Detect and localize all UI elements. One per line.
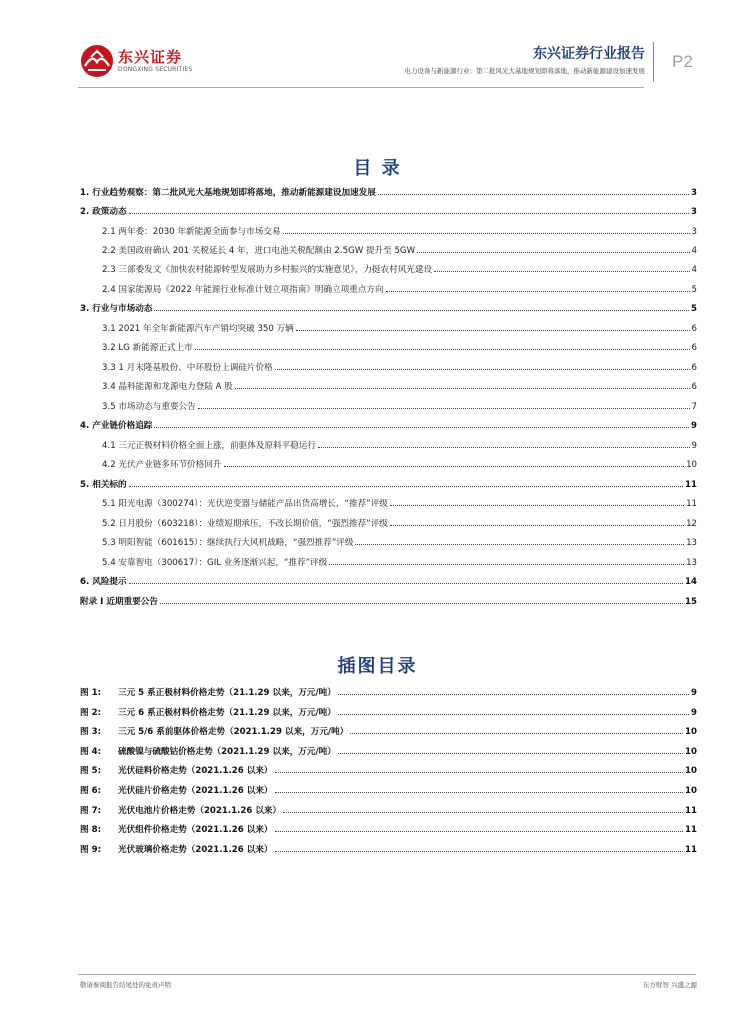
figure-page: 10: [685, 727, 697, 738]
toc-entry-label: 3.5 市场动态与重要公告: [102, 402, 196, 412]
toc-entry-page: 4: [691, 265, 697, 275]
toc-leader-dots: [296, 330, 690, 331]
figure-page: 10: [685, 766, 697, 777]
toc-entry-page: 5: [691, 285, 697, 295]
toc-entry[interactable]: [80, 478, 697, 492]
figure-number: 图 9:: [80, 844, 102, 855]
toc-entry-label: 2. 政策动态: [80, 207, 127, 217]
toc-leader-dots: [378, 194, 689, 195]
toc-entry[interactable]: [80, 244, 697, 258]
toc-entry-page: 6: [691, 324, 697, 334]
toc-entry-label: 3.3 1 月末隆基股份、中环股份上调硅片价格: [102, 363, 273, 373]
toc-entry[interactable]: [80, 439, 697, 453]
toc-entry-page: 9: [691, 421, 697, 431]
figure-number: 图 7:: [80, 805, 102, 816]
toc-entry[interactable]: [80, 458, 697, 472]
toc-entry-label: 4.1 三元正极材料价格全面上涨，前驱体及原料平稳运行: [102, 441, 317, 451]
figure-entry[interactable]: [80, 843, 697, 857]
report-title: 东兴证券行业报告: [533, 46, 645, 62]
toc-entry[interactable]: [80, 400, 697, 414]
logo-english-name: DONGXING SECURITIES: [118, 65, 193, 73]
toc-entry-page: 3: [691, 227, 697, 237]
figure-entry[interactable]: [80, 686, 697, 700]
toc-entry-page: 6: [691, 363, 697, 373]
dongxing-logo-icon: [80, 44, 114, 78]
figure-entry[interactable]: [80, 764, 697, 778]
toc-entry[interactable]: [80, 341, 697, 355]
figure-label: 光伏组件价格走势（2021.1.26 以来）: [118, 825, 273, 836]
figure-label: 三元 5 系正极材料价格走势（21.1.29 以来，万元/吨）: [118, 688, 336, 698]
figure-entry[interactable]: [80, 725, 697, 739]
figure-list-heading: 插图目录: [337, 656, 418, 677]
figure-number: 图 5:: [80, 766, 102, 777]
figure-page: 11: [685, 844, 697, 855]
toc-heading: 目 录: [353, 158, 402, 179]
figure-leader-dots: [275, 772, 684, 773]
toc-leader-dots: [417, 252, 689, 253]
toc-leader-dots: [129, 583, 683, 584]
toc-entry-page: 6: [691, 343, 697, 353]
page-header: [0, 0, 755, 95]
toc-entry-page: 3: [691, 188, 697, 198]
toc-entry-page: 11: [686, 499, 697, 509]
toc-leader-dots: [275, 369, 690, 370]
toc-entry-label: 5.1 阳光电源（300274）：光伏逆变器与储能产品出货高增长，“推荐”评级: [102, 499, 388, 509]
toc-entry[interactable]: [80, 419, 697, 433]
toc-entry[interactable]: [80, 536, 697, 550]
toc-entry-label: 5. 相关标的: [80, 480, 127, 490]
toc-leader-dots: [235, 388, 690, 389]
toc-leader-dots: [198, 408, 690, 409]
toc-entry[interactable]: [80, 186, 697, 200]
logo-chinese-name: 东兴证券: [118, 47, 183, 66]
toc-leader-dots: [129, 213, 689, 214]
toc-leader-dots: [434, 271, 689, 272]
toc-entry-label: 5.2 日月股份（603218）：业绩短期承压，不改长期价值，“强烈推荐”评级: [102, 519, 388, 529]
figure-label: 光伏硅片价格走势（2021.1.26 以来）: [118, 786, 273, 796]
toc-entry[interactable]: [80, 361, 697, 375]
toc-entry[interactable]: [80, 263, 697, 277]
toc-entry[interactable]: [80, 283, 697, 297]
toc-entry-label: 5.3 明阳智能（601615）：继续执行大风机战略，“强烈推荐”评级: [102, 538, 354, 548]
toc-entry-label: 4. 产业链价格追踪: [80, 421, 153, 431]
header-divider: [653, 42, 654, 82]
figure-leader-dots: [283, 812, 683, 813]
toc-entry-label: 2.3 三部委发文《加快农村能源转型发展助力乡村振兴的实施意见》，力挺农村风光建设: [102, 265, 433, 275]
toc-entry-label: 6. 风险提示: [80, 577, 127, 587]
footer-slogan: 东方财智 兴盛之源: [642, 981, 697, 989]
figure-entry[interactable]: [80, 804, 697, 818]
toc-entry-page: 13: [686, 538, 697, 548]
figure-leader-dots: [338, 753, 683, 754]
toc-leader-dots: [160, 603, 683, 604]
toc-entry-page: 7: [691, 402, 697, 412]
toc-entry-label: 1. 行业趋势观察：第二批风光大基地规划即将落地，推动新能源建设加速发展: [80, 188, 376, 198]
toc-entry[interactable]: [80, 517, 697, 531]
toc-entry-page: 11: [685, 480, 697, 490]
company-logo: [80, 44, 192, 78]
figure-number: 图 4:: [80, 746, 102, 757]
footer-rule: [78, 974, 696, 975]
figure-entry[interactable]: [80, 784, 697, 798]
toc-leader-dots: [195, 349, 690, 350]
toc-entry[interactable]: [80, 205, 697, 219]
figure-page: 9: [691, 707, 697, 718]
toc-leader-dots: [390, 505, 684, 506]
toc-entry-page: 5: [691, 304, 697, 314]
figure-number: 图 1:: [80, 688, 102, 698]
toc-leader-dots: [154, 310, 689, 311]
figure-label: 三元 6 系正极材料价格走势（21.1.29 以来，万元/吨）: [118, 707, 336, 718]
figure-page: 11: [685, 805, 697, 816]
toc-entry-page: 3: [691, 207, 697, 217]
toc-entry-page: 14: [685, 577, 697, 587]
figure-leader-dots: [275, 851, 684, 852]
figure-leader-dots: [275, 792, 684, 793]
toc-entry-page: 9: [691, 441, 697, 451]
toc-entry[interactable]: [80, 497, 697, 511]
figure-leader-dots: [338, 714, 689, 715]
toc-leader-dots: [386, 291, 690, 292]
figure-page: 11: [685, 825, 697, 836]
toc-entry[interactable]: [80, 302, 697, 316]
figure-page: 10: [685, 746, 697, 757]
figure-number: 图 6:: [80, 786, 102, 796]
figure-number: 图 3:: [80, 727, 102, 738]
figure-page: 10: [685, 786, 697, 796]
toc-leader-dots: [390, 525, 684, 526]
toc-leader-dots: [224, 466, 685, 467]
toc-leader-dots: [129, 486, 683, 487]
toc-leader-dots: [283, 233, 690, 234]
figure-label: 光伏硅料价格走势（2021.1.26 以来）: [118, 766, 273, 777]
figure-label: 光伏玻璃价格走势（2021.1.26 以来）: [118, 844, 273, 855]
toc-entry-page: 12: [686, 519, 697, 529]
toc-leader-dots: [329, 564, 684, 565]
toc-entry-label: 3.2 LG 新能源正式上市: [102, 343, 193, 353]
toc-entry-label: 4.2 光伏产业链多环节价格回升: [102, 460, 222, 470]
toc-entry-label: 2.1 两年委：2030 年新能源全面参与市场交易: [102, 227, 281, 237]
toc-entry-page: 13: [686, 558, 697, 568]
figure-number: 图 2:: [80, 707, 102, 718]
toc-entry-label: 3.4 晶科能源和龙源电力登陆 A 股: [102, 382, 233, 392]
toc-entry[interactable]: [80, 225, 697, 239]
toc-entry-label: 2.2 美国政府确认 201 关税延长 4 年，进口电池关税配额由 2.5GW 提升至 5GW: [102, 246, 416, 256]
toc-entry-label: 3. 行业与市场动态: [80, 304, 153, 314]
page-number: P2: [672, 52, 693, 71]
toc-entry-page: 10: [686, 460, 697, 470]
toc-leader-dots: [154, 427, 689, 428]
figure-label: 光伏电池片价格走势（2021.1.26 以来）: [118, 805, 282, 816]
toc-entry-label: 附录 I 近期重要公告: [80, 597, 158, 607]
toc-entry-label: 2.4 国家能源局《2022 年能源行业标准计划立项指南》明确立项重点方向: [102, 285, 384, 295]
figure-entry[interactable]: [80, 823, 697, 837]
toc-entry[interactable]: [80, 575, 697, 589]
toc-entry-label: 5.4 安靠智电（300617）：GIL 业务逐渐兴起，“推荐”评级: [102, 558, 328, 568]
header-rule: [78, 87, 644, 88]
figure-entry[interactable]: [80, 706, 697, 720]
toc-entry[interactable]: [80, 556, 697, 570]
toc-entry[interactable]: [80, 322, 697, 336]
toc-entry-page: 15: [685, 597, 697, 607]
figure-number: 图 8:: [80, 825, 102, 836]
toc-leader-dots: [355, 544, 684, 545]
toc-entry[interactable]: [80, 595, 697, 609]
toc-entry[interactable]: [80, 380, 697, 394]
figure-label: 三元 5/6 系前驱体价格走势（2021.1.29 以来，万元/吨）: [118, 727, 349, 738]
toc-entry-page: 4: [691, 246, 697, 256]
figure-leader-dots: [338, 694, 689, 695]
figure-label: 硫酸镍与硫酸钴价格走势（2021.1.29 以来，万元/吨）: [118, 746, 336, 757]
toc-entry-page: 6: [691, 382, 697, 392]
figure-leader-dots: [350, 733, 683, 734]
figure-entry[interactable]: [80, 745, 697, 759]
toc-entry-label: 3.1 2021 年全年新能源汽车产销均突破 350 万辆: [102, 324, 294, 334]
toc-leader-dots: [318, 447, 689, 448]
figure-page: 9: [691, 688, 697, 698]
figure-leader-dots: [275, 831, 684, 832]
report-subtitle: 电力设备与新能源行业：第二批风光大基地规划即将落地，推动新能源建设加速发展: [404, 67, 645, 75]
footer-disclaimer: 敬请参阅报告结尾处的免责声明: [80, 981, 171, 989]
